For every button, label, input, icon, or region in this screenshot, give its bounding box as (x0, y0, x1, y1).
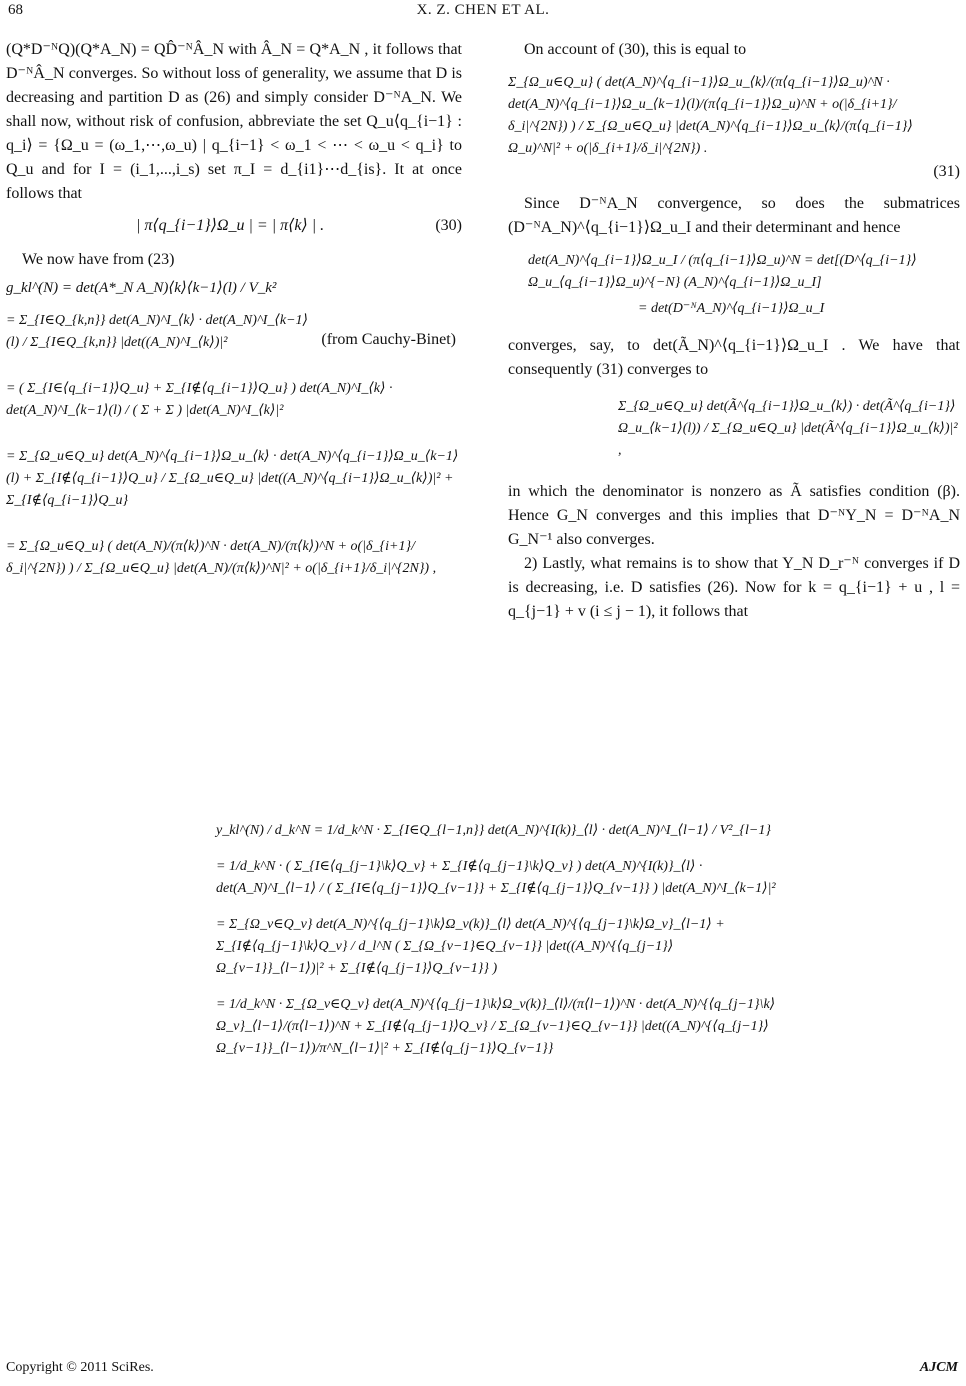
left-paragraph-2: We now have from (23) (22, 251, 175, 268)
derivation-step-4: = Σ_{Ω_u∈Q_u} ( det(A_N)/(π⟨k⟩)^N · det(A_N)/(π⟨k⟩)^N + o(|δ_{i+1}/δ_i|^{2N}) ) / Σ_{Ω_u∈Q_u} |det(A_N)/(π⟨k⟩)^N|² + o(|δ_{i+1}/δ_i|^{2N}) , (6, 539, 437, 576)
bottom-step-1: y_kl^(N) / d_k^N = 1/d_k^N · Σ_{I∈Q_{l−1,n}} det(A_N)^{I(k)}_⟨l⟩ · det(A_N)^I_⟨l−1⟩ / V²_{l−1} (216, 823, 771, 838)
equation-31 (508, 72, 960, 184)
copyright-notice: Copyright © 2011 SciRes. (6, 1360, 154, 1375)
bottom-step-4: = 1/d_k^N · Σ_{Ω_v∈Q_v} det(A_N)^{⟨q_{j−1}\k⟩Ω_v(k)}_⟨l⟩/(π⟨l−1⟩)^N · det(A_N)^{⟨q_{j−1}\k⟩Ω_v}_⟨l−1⟩/(π⟨l−1⟩)^N + Σ_{I∉⟨q_{j−1}⟩Q_v} / Σ_{Ω_{v−1}∈Q_{v−1}} |det((A_N)^{⟨q_{j−1}⟩Ω_{v−1}}_⟨l−1⟩)/π^N_⟨l−1⟩|² + Σ_{I∉⟨q_{j−1}⟩Q_{v−1}} (216, 997, 776, 1056)
page-header (0, 2, 966, 22)
derivation-step-2: = ( Σ_{I∈⟨q_{i−1}⟩Q_u} + Σ_{I∉⟨q_{i−1}⟩Q_u} ) det(A_N)^I_⟨k⟩ · det(A_N)^I_⟨k−1⟩(l) / ( Σ + Σ ) |det(A_N)^I_⟨k⟩|² (6, 381, 393, 418)
equation-g: g_kl^(N) = det(A*_N A_N)⟨k⟩⟨k−1⟩(l) / V_k² (6, 280, 277, 296)
derivation-left (6, 310, 462, 580)
running-head: X. Z. CHEN ET AL. (416, 2, 550, 18)
right-column (508, 38, 960, 624)
left-column (6, 38, 462, 580)
equation-30 (6, 214, 462, 240)
left-paragraph-1: (Q*D⁻ᴺQ)(Q*A_N) = QD̂⁻ᴺÂ_N with Â_N = Q*A_N , it follows that D⁻ᴺÂ_N converges. So without loss of generality, we assume that D is decreasing and partition D as (26) and simply consider D⁻ᴺA_N. We shall now, without risk of confusion, abbreviate the set Q_u⟨q_{i−1} : q_i⟩ = {Ω_u = (ω_1,⋯,ω_u) | q_{i−1} < ω_1 < ⋯ < ω_u < q_i} to Q_u and for I = (i_1,...,i_s) set π_I = d_{i1}⋯d_{is}. It at once follows that (6, 41, 462, 202)
page-number: 68 (8, 2, 23, 18)
equation-31-body: Σ_{Ω_u∈Q_u} ( det(A_N)^⟨q_{i−1}⟩Ω_u_⟨k⟩/(π⟨q_{i−1}⟩Ω_u)^N · det(A_N)^⟨q_{i−1}⟩Ω_u_⟨k−1⟩(l)/(π⟨q_{i−1}⟩Ω_u)^N + o(|δ_{i+1}/δ_i|^{2N}) ) / Σ_{Ω_u∈Q_u} |det(A_N)^⟨q_{i−1}⟩Ω_u_⟨k⟩/(π⟨q_{i−1}⟩Ω_u)^N|² + o(|δ_{i+1}/δ_i|^{2N}) . (508, 75, 913, 156)
journal-abbreviation: AJCM (919, 1360, 958, 1375)
derivation-step-3: = Σ_{Ω_u∈Q_u} det(A_N)^⟨q_{i−1}⟩Ω_u_⟨k⟩ · det(A_N)^⟨q_{i−1}⟩Ω_u_⟨k−1⟩(l) + Σ_{I∉⟨q_{i−1}⟩Q_u} / Σ_{Ω_u∈Q_u} |det((A_N)^⟨q_{i−1}⟩Ω_u_⟨k⟩)|² + Σ_{I∉⟨q_{i−1}⟩Q_u} (6, 449, 459, 508)
right-paragraph-3: converges, say, to det(Ã_N)^⟨q_{i−1}⟩Ω_u_I . We have that consequently (31) converges to (508, 337, 960, 378)
equation-tilde: Σ_{Ω_u∈Q_u} det(Ã^⟨q_{i−1}⟩Ω_u_⟨k⟩) · det(Ã^⟨q_{i−1}⟩Ω_u_⟨k−1⟩(l)) / Σ_{Ω_u∈Q_u} |det(Ã^⟨q_{i−1}⟩Ω_u_⟨k⟩)|² , (618, 399, 958, 458)
equation-det-1: det(A_N)^⟨q_{i−1}⟩Ω_u_I / (π⟨q_{i−1}⟩Ω_u)^N = det[(D^⟨q_{i−1}⟩Ω_u_⟨q_{i−1}⟩Ω_u)^{−N} (A_N)^⟨q_{i−1}⟩Ω_u_I] (528, 253, 917, 290)
cauchy-binet-note: (from Cauchy-Binet) (321, 331, 456, 348)
bottom-derivation (216, 820, 776, 1074)
equation-30-number: (30) (435, 217, 462, 234)
bottom-step-2: = 1/d_k^N · ( Σ_{I∈⟨q_{j−1}\k⟩Q_v} + Σ_{I∉⟨q_{j−1}\k⟩Q_v} ) det(A_N)^{I(k)}_⟨l⟩ · det(A_N)^I_⟨l−1⟩ / ( Σ_{I∈⟨q_{j−1}⟩Q_{v−1}} + Σ_{I∉⟨q_{j−1}⟩Q_{v−1}} ) |det(A_N)^I_⟨k−1⟩|² (216, 859, 776, 896)
right-paragraph-4: in which the denominator is nonzero as Ã satisfies condition (β). Hence G_N converges and this implies that D⁻ᴺY_N = D⁻ᴺA_N G_N⁻¹ also converges. (508, 483, 960, 548)
equation-30-body: | π⟨q_{i−1}⟩Ω_u | = | π⟨k⟩ | . (136, 217, 325, 234)
right-paragraph-2: Since D⁻ᴺA_N convergence, so does the submatrices (D⁻ᴺA_N)^⟨q_{i−1}⟩Ω_u_I and their determinant and hence (508, 195, 960, 236)
right-paragraph-1: On account of (30), this is equal to (524, 41, 747, 58)
derivation-step-1: = Σ_{I∈Q_{k,n}} det(A_N)^I_⟨k⟩ · det(A_N)^I_⟨k−1⟩(l) / Σ_{I∈Q_{k,n}} |det((A_N)^I_⟨k⟩)|² (6, 313, 309, 350)
equation-det-2: = det(D⁻ᴺA_N)^⟨q_{i−1}⟩Ω_u_I (638, 301, 825, 316)
right-paragraph-5: 2) Lastly, what remains is to show that Y_N D_r⁻ᴺ converges if D is decreasing, i.e. D satisfies (26). Now for k = q_{i−1} + u , l = q_{j−1} + v (i ≤ j − 1), it follows that (508, 555, 960, 620)
equation-31-number: (31) (933, 163, 960, 180)
bottom-step-3: = Σ_{Ω_v∈Q_v} det(A_N)^{⟨q_{j−1}\k⟩Ω_v(k)}_⟨l⟩ det(A_N)^{⟨q_{j−1}\k⟩Ω_v}_⟨l−1⟩ + Σ_{I∉⟨q_{j−1}\k⟩Q_v} / d_l^N ( Σ_{Ω_{v−1}∈Q_{v−1}} |det((A_N)^{⟨q_{j−1}⟩Ω_{v−1}}_⟨l−1⟩)|² + Σ_{I∉⟨q_{j−1}⟩Q_{v−1}} ) (216, 917, 725, 976)
